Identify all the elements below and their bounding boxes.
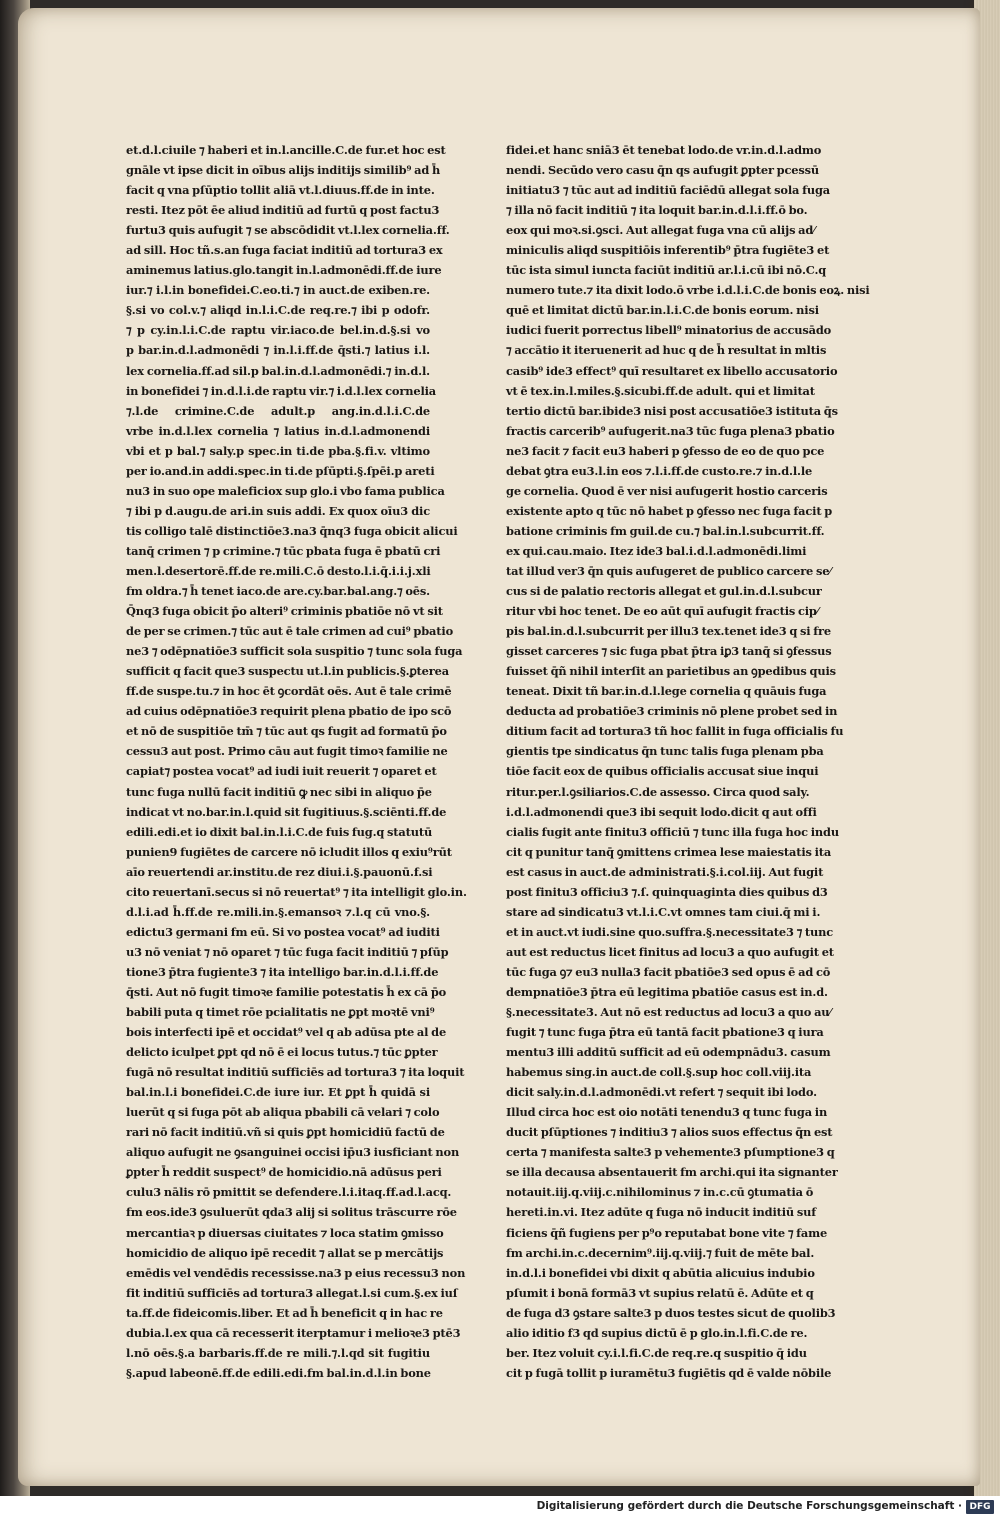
text-line: ex qui.cau.maio. Itez ide3 bal.i.d.l.admonēdi.limi [506, 543, 807, 558]
text-line: ducit pſūptiones ⁊ inditiu3 ⁊ alios suos effectus q̄n est [506, 1125, 833, 1140]
text-line: tūc ista simul iuncta faciūt inditiū ar.l.i.cū ibi nō.C.q [506, 263, 827, 278]
text-line: fidei.et hanc sniā3 ēt tenebat lodo.de vr.in.d.l.admo [506, 143, 822, 157]
text-line: existente apto q tūc nō habet p ꝯfesso nec fuga facit p [506, 503, 833, 518]
text-line: ⁊ illa nō facit inditiū ⁊ ita loquit bar.in.d.l.i.ff.ō bo. [506, 203, 808, 218]
text-line: ad sill. Hoc tñ.s.an fuga faciat inditiū ad tortura3 ex [126, 243, 443, 258]
text-line: punien9 fugiētes de carcere nō icludit illos q exiu⁹rūt [126, 844, 452, 859]
text-line: ber. Itez voluit cy.i.l.fi.C.de req.re.q suspitio q̄ idu [506, 1345, 807, 1360]
text-line: ficiens q̄ñ fugiens per p⁹o reputabat bone vite ⁊ fame [506, 1225, 828, 1240]
text-line: edili.edi.et io dixit bal.in.l.i.C.de fuis fug.q statutū [126, 824, 433, 839]
text-line: tertio dictū bar.ibide3 nisi post accusatiōe3 istituta q̄s [506, 403, 838, 418]
text-line: luerūt q si fuga pōt ab aliqua pbabili cā velari ⁊ colo [126, 1105, 440, 1120]
text-line: capiat⁊ postea vocat⁹ ad iudi iuit reuerit ⁊ oparet et [126, 764, 437, 779]
text-line: ritur.per.l.ꝯsiliarios.C.de assesso. Circa quod saly. [506, 784, 810, 799]
text-line: et nō de suspitiōe tm̄ ⁊ tūc aut qs fugit ad formatū p̄o [126, 724, 447, 739]
text-line: facit q vna pſūptio tollit aliā vt.l.diuus.ff.de in inte. [126, 183, 435, 198]
text-line: fit inditiū sufficiēs ad tortura3 allegat.l.si cum.§.ex iuſ [126, 1285, 458, 1300]
text-line: l.nō oēs.§.a barbaris.ff.de re mili.⁊.l.qd sit fugitiu [126, 1345, 430, 1360]
text-line: aminemus latius.glo.tangit in.l.admonēdi.ff.de iure [126, 263, 442, 278]
text-line: tat illud ver3 q̄n quis aufugeret de publico carcere se⁄ [506, 563, 832, 578]
text-column-left [126, 140, 467, 1383]
text-line: alio iditio f3 qd supius dictū ē p glo.in.l.fi.C.de re. [506, 1325, 808, 1340]
text-line: ditium facit ad tortura3 tñ hoc fallit in fuga officialis fu [506, 724, 844, 739]
text-line: pſumit i bonā formā3 vt supius relatū ē. Adūte et q [506, 1285, 814, 1300]
text-line: vbi et p bal.⁊ saly.p spec.in ti.de pba.§.fi.v. vltimo [126, 443, 430, 458]
text-line: fm eos.ide3 ꝯsuluerūt qda3 alij si solitus trāscurre rōe [126, 1205, 457, 1220]
text-line: tis colligo talē distinctiōe3.na3 q̄nq3 fuga obicit alicui [126, 523, 458, 538]
text-line: delicto iculpet ꝑpt qd nō ē ei locus tutus.⁊ tūc ꝑpter [126, 1045, 438, 1060]
text-line: nu3 in suo ope maleficiox sup glo.i vbo fama publica [126, 483, 445, 498]
text-line: resti. Itez pōt ēe aliud inditiū ad furtū q post factu3 [126, 203, 440, 218]
text-line: vrbe in.d.l.lex cornelia ⁊ latius in.d.l.admonendi [126, 423, 430, 438]
text-line: in bonefidei ⁊ in.d.l.i.de raptu vir.⁊ i.d.l.lex cornelia [126, 383, 437, 398]
text-line: tione3 p̄tra fugiente3 ⁊ ita intelligo bar.in.d.l.i.ff.de [126, 964, 439, 979]
text-line: notauit.iij.q.viij.c.nihilominus ⁊ in.c.cū ꝯtumatia ō [506, 1185, 814, 1200]
text-line: mentu3 illi additū sufficit ad eū odempnādu3. casum [506, 1045, 831, 1060]
text-line: post finitu3 officiu3 ⁊.ſ. quinquaginta dies quibus d3 [506, 884, 828, 899]
text-line: casib⁹ ide3 effect⁹ quī resultaret ex libello accusatorio [506, 363, 838, 378]
text-line: men.l.desertorē.ff.de re.mili.C.ō desto.l.i.q̄.i.i.j.xli [126, 563, 431, 578]
text-line: ⁊.l.de crimine.C.de adult.p ang.in.d.l.i.C.de [126, 403, 430, 418]
text-line: dubia.l.ex qua cā recesserit iterptamur i melioꝛe3 ptē3 [126, 1325, 461, 1340]
text-line: aliquo aufugit ne ꝯsanguinei occisi ip̄u3 iusficiant non [126, 1145, 460, 1160]
text-line: u3 nō veniat ⁊ nō oparet ⁊ tūc fuga facit inditiū ⁊ pſūp [126, 944, 449, 959]
text-line: in.d.l.i bonefidei vbi dixit q abūtia alicuius indubio [506, 1265, 815, 1280]
text-line: indicat vt no.bar.in.l.quid sit fugitiuus.§.sciēnti.ff.de [126, 804, 447, 819]
text-line: q̄sti. Aut nō fugit timoꝛe familie potestatis h̄ ex cā p̄o [126, 984, 447, 999]
text-line: certa ⁊ manifesta salte3 p vehemente3 pſumptione3 q [506, 1145, 835, 1160]
text-line: debat ꝯtra eu3.l.in eos ⁊.l.i.ff.de custo.re.⁊ in.d.l.le [506, 463, 813, 478]
text-column-right [506, 140, 870, 1383]
text-line: p bar.in.d.l.admonēdi ⁊ in.l.i.ff.de q̄sti.⁊ latius i.l. [126, 343, 430, 358]
dfg-logo: DFG [966, 1500, 994, 1514]
text-line: cus si de palatio rectoris allegat et gul.in.d.l.subcur [506, 584, 822, 599]
text-line: nendi. Secūdo vero casu q̄n qs aufugit ꝑpter pcessū [506, 163, 819, 178]
text-line: dempnatiōe3 p̄tra eū legitima pbatiōe casus est in.d. [506, 984, 828, 999]
text-line: quē et limitat dictū bar.in.l.i.C.de bonis eorum. nisi [506, 303, 819, 318]
text-line: de fuga d3 ꝯstare salte3 p duos testes sicut de quolib3 [506, 1305, 836, 1320]
text-line: Illud circa hoc est oio notāti tenendu3 q tunc fuga in [506, 1105, 828, 1120]
text-line: numero tute.⁊ ita dixit lodo.ō vrbe i.d.l.i.C.de bonis eoꝝ. nisi [506, 283, 870, 298]
text-line: ⁊ p cy.in.l.i.C.de raptu vir.iaco.de bel.in.d.§.si vo [126, 323, 430, 338]
text-line: gisset carceres ⁊ sic fuga pbat p̄tra iꝑ3 tanq̄ si ꝯfessus [506, 644, 832, 659]
text-line: babili puta q timet rōe pcialitatis ne ꝑpt moꝛtē vni⁹ [126, 1005, 435, 1020]
text-line: est casus in auct.de administrati.§.i.col.iij. Aut fugit [506, 864, 824, 879]
text-line: aīo reuertendi ar.institu.de rez diui.i.§.pauonū.f.si [126, 864, 433, 879]
text-line: iur.⁊ i.l.in bonefidei.C.eo.ti.⁊ in auct.de exiben.re. [126, 283, 430, 298]
text-line: ta.ff.de fideicomis.liber. Et ad h̄ beneficit q in hac re [126, 1305, 443, 1320]
text-line: ritur vbi hoc tenet. De eo aūt quī aufugit fractis cip⁄ [506, 604, 819, 619]
text-line: fugā nō resultat inditiū sufficiēs ad tortura3 ⁊ ita loquit [126, 1065, 465, 1080]
text-line: sufficit q facit que3 suspectu ut.l.in publicis.§.ꝑterea [126, 664, 449, 679]
text-line: aut est reductus licet finitus ad locu3 a quo aufugit et [506, 944, 834, 959]
text-line: dicit saly.in.d.l.admonēdi.vt refert ⁊ sequit ibi lodo. [506, 1085, 817, 1100]
text-line: fuisset q̄ñ nihil interſit an parietibus an ꝯpedibus quis [506, 664, 836, 679]
text-line: §.necessitate3. Aut nō est reductus ad locu3 a quo au⁄ [506, 1005, 832, 1020]
text-line: hereti.in.vi. Itez adūte q fuga nō inducit inditiū suf [506, 1205, 816, 1220]
text-line: deducta ad probatiōe3 criminis nō plene probet sed in [506, 704, 838, 719]
text-line: teneat. Dixit tñ bar.in.d.l.lege cornelia q quāuis fuga [506, 684, 827, 699]
text-line: §.apud labeonē.ff.de edili.edi.fm bal.in.d.l.in bone [126, 1365, 431, 1380]
text-line: ⁊ accātio it iteruenerit ad huc q de h̄ resultat in mltis [506, 343, 827, 358]
text-line: ff.de suspe.tu.⁊ in hoc ēt ꝯcordāt oēs. Aut ē tale crimē [126, 684, 452, 699]
text-line: ⁊ ibi p d.augu.de ari.in suis addi. Ex quox oīu3 dic [126, 503, 430, 518]
text-line: furtu3 quis aufugit ⁊ se abscōdidit vt.l.lex cornelia.ff. [126, 223, 450, 238]
text-line: bois interfecti ipē et occidat⁹ vel q ab adūsa pte al de [126, 1025, 447, 1040]
text-line: miniculis aliqd suspitiōis inferentib⁹ p̄tra fugiēte3 et [506, 243, 830, 258]
footer-bar [0, 1496, 1000, 1519]
text-line: culu3 nālis rō pmittit se defendere.l.i.itaq.ff.ad.l.acq. [126, 1185, 452, 1200]
text-line: vt ē tex.in.l.miles.§.sicubi.ff.de adult. qui et limitat [506, 383, 815, 398]
text-line: homicidio de aliquo ipē recedit ⁊ allat se p mercātijs [126, 1245, 444, 1260]
text-line: cit q punitur tanq̄ ꝯmittens crimea lese maiestatis ita [506, 844, 832, 859]
funding-credit: Digitalisierung gefördert durch die Deutsche Forschungsgemeinschaft · [536, 1500, 962, 1512]
text-line: cit p fugā tollit p iuramētu3 fugiētis qd ē valde nōbile [506, 1365, 832, 1380]
text-line: Q̄nq3 fuga obicit p̄o alteri⁹ criminis pbatiōe nō vt sit [126, 604, 443, 619]
text-line: per io.and.in addi.spec.in ti.de pſūpti.§.ſpēi.p areti [126, 463, 435, 478]
text-line: pis bal.in.d.l.subcurrit per illu3 tex.tenet ide3 q si fre [506, 624, 831, 639]
text-line: batione criminis fm guil.de cu.⁊ bal.in.l.subcurrit.ff. [506, 523, 825, 538]
text-line: lex cornelia.ff.ad sil.p bal.in.d.l.admonēdi.⁊ in.d.l. [126, 363, 430, 378]
text-line: habemus sing.in auct.de coll.§.sup hoc coll.viij.ita [506, 1065, 812, 1080]
text-line: §.si vo col.v.⁊ aliqd in.l.i.C.de req.re.⁊ ibi p odofr. [126, 303, 430, 318]
text-line: cialis fugit ante finitu3 officiū ⁊ tunc illa fuga hoc indu [506, 824, 839, 839]
text-line: cessu3 aut post. Primo cāu aut fugit timoꝛ familie ne [126, 744, 448, 759]
text-line: ne3 facit ⁊ facit eu3 haberi p ꝯfesso de eo de quo pce [506, 443, 825, 458]
text-line: mercantiaꝛ p diuersas ciuitates ⁊ loca statim ꝯmisso [126, 1225, 444, 1240]
text-line: fugit ⁊ tunc fuga p̄tra eū tantā facit pbatione3 q iura [506, 1025, 824, 1040]
text-line: bal.in.l.i bonefidei.C.de iure iur. Et ꝑpt h̄ quidā si [126, 1085, 430, 1100]
text-line: tiōe facit eox de quibus officialis accusat siue inqui [506, 764, 819, 779]
text-line: eox qui moꝛ.si.ꝯsci. Aut allegat fuga vna cū alijs ad⁄ [506, 223, 815, 238]
text-line: initiatu3 ⁊ tūc aut ad inditiū faciēdū allegat sola fuga [506, 183, 831, 198]
text-line: de per se crimen.⁊ tūc aut ē tale crimen ad cui⁹ pbatio [126, 624, 454, 639]
text-line: fm oldra.⁊ h̄ tenet iaco.de are.cy.bar.bal.ang.⁊ oēs. [126, 584, 430, 599]
text-line: ne3 ⁊ odēpnatiōe3 sufficit sola suspitio ⁊ tunc sola fuga [126, 644, 463, 659]
text-line: edictu3 germani fm eū. Si vo postea vocat⁹ ad iuditi [126, 924, 440, 939]
text-line: ꝑpter h̄ reddit suspect⁹ de homicidio.nā adūsus peri [126, 1165, 442, 1180]
text-line: tūc fuga ꝯ⁊ eu3 nulla3 facit pbatiōe3 sed opus ē ad cō [506, 964, 831, 979]
text-line: gnāle vt ipse dicit in oībus alijs inditijs similib⁹ ad h̄ [126, 163, 441, 178]
text-line: rari nō facit inditiū.vñ si quis ꝑpt homicidiū factū de [126, 1125, 445, 1140]
text-line: et.d.l.ciuile ⁊ haberi et in.l.ancille.C.de fur.et hoc est [126, 143, 446, 157]
text-line: tunc fuga nullū facit inditiū ꝙ nec sibi in aliquo p̄e [126, 784, 432, 799]
text-line: ad cuius odēpnatiōe3 requirit plena pbatio de ipo scō [126, 704, 452, 719]
book-page [18, 8, 980, 1486]
text-line: stare ad sindicatu3 vt.l.i.C.vt omnes tam ciui.q̄ mi i. [506, 904, 821, 919]
text-line: i.d.l.admonendi que3 ibi sequit lodo.dicit q aut offi [506, 804, 817, 819]
text-line: cito reuertanī.secus si nō reuertat⁹ ⁊ ita intelligit glo.in. [126, 884, 467, 899]
text-line: gientis tpe sindicatus q̄n tunc talis fuga plenam pba [506, 744, 824, 759]
text-line: fm archi.in.c.decernim⁹.iij.q.viij.⁊ fuit de mēte bal. [506, 1245, 815, 1260]
text-line: d.l.i.ad h̄.ff.de re.mili.in.§.emansoꝛ ⁊.l.q cū vno.§. [126, 904, 430, 919]
text-line: fractis carcerib⁹ aufugerit.na3 tūc fuga plena3 pbatio [506, 423, 835, 438]
text-line: ge cornelia. Quod ē ver nisi aufugerit hostio carceris [506, 483, 828, 498]
text-line: et in auct.vt iudi.sine quo.suffra.§.necessitate3 ⁊ tunc [506, 924, 834, 939]
text-line: iudici fuerit porrectus libell⁹ minatorius de accusādo [506, 323, 832, 338]
text-line: se illa decausa absentauerit fm archi.qui ita signanter [506, 1165, 838, 1180]
text-line: tanq̄ crimen ⁊ p crimine.⁊ tūc pbata fuga ē pbatū cri [126, 543, 441, 558]
text-line: emēdis vel vendēdis recessisse.na3 p eius recessu3 non [126, 1265, 466, 1280]
